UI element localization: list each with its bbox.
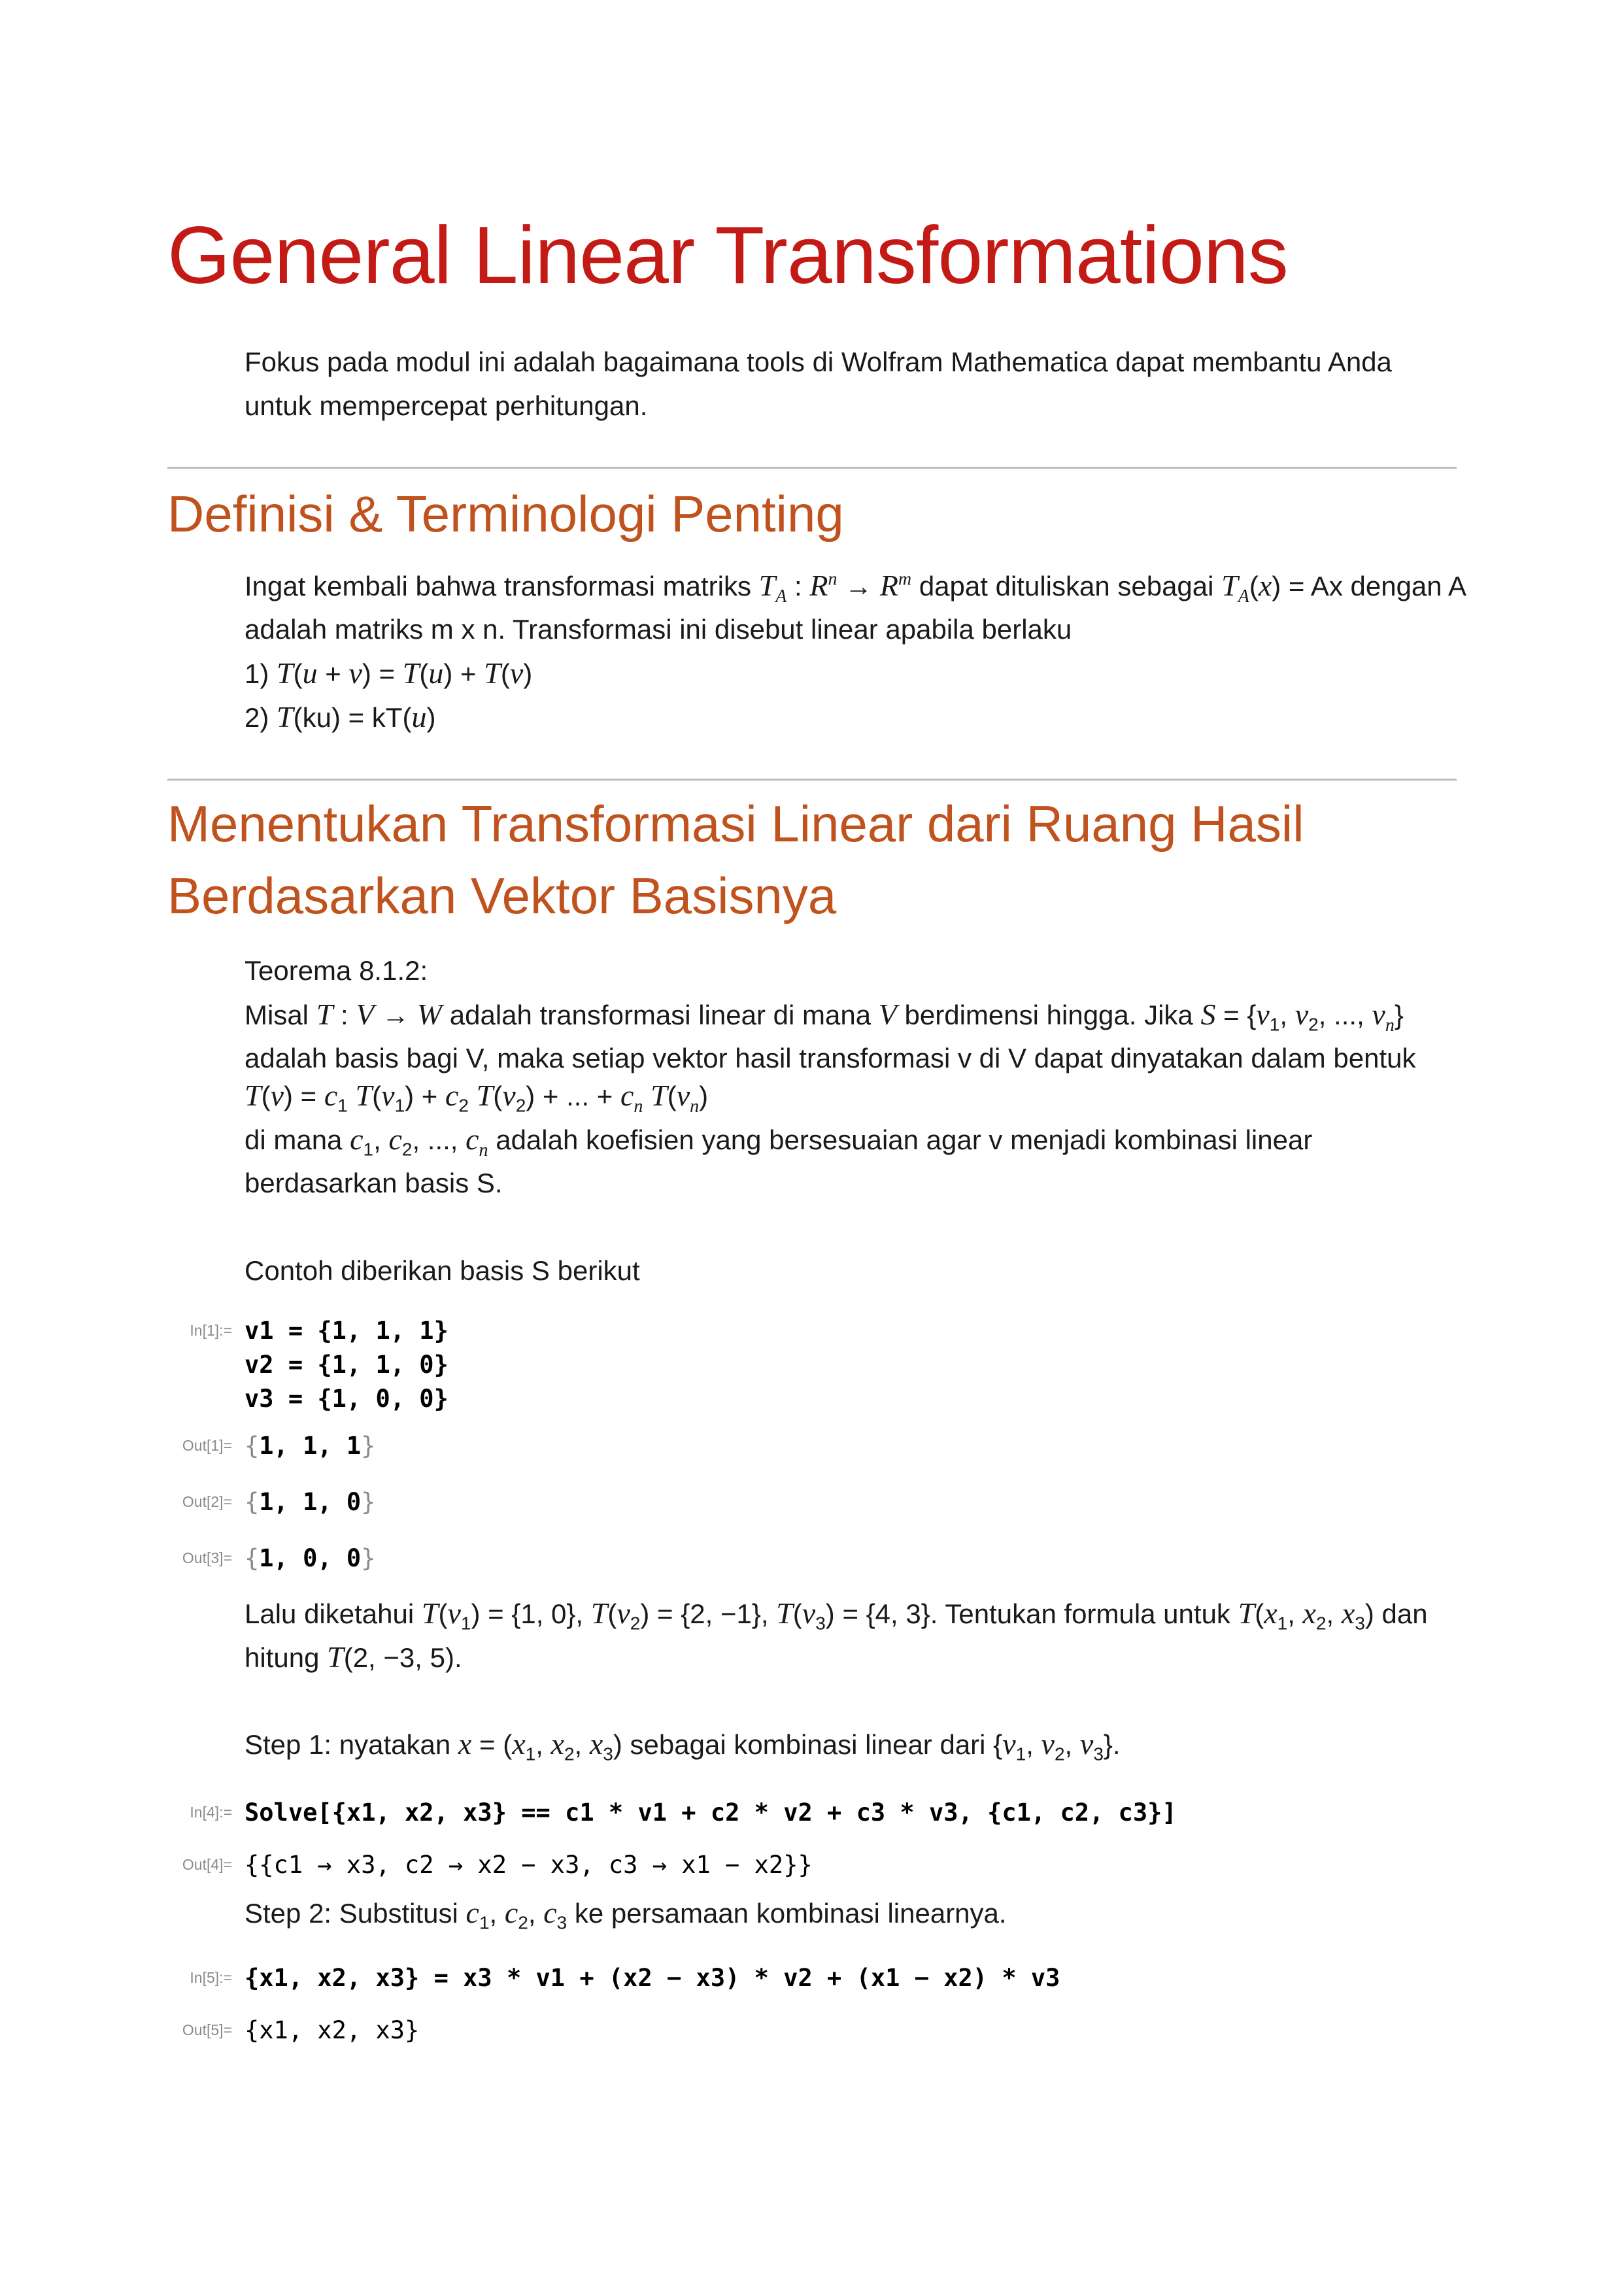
input-cell-line[interactable]: v2 = {1, 1, 0}: [245, 1351, 448, 1379]
intro-line-1: Fokus pada modul ini adalah bagaimana tools di Wolfram Mathematica dapat membantu Anda: [245, 346, 1392, 377]
input-cell-line[interactable]: v1 = {1, 1, 1}: [245, 1317, 448, 1345]
theorem-line-5: berdasarkan basis S.: [245, 1168, 503, 1198]
input-label: In[5]:=: [190, 1969, 232, 1986]
output-cell: {1, 0, 0}: [245, 1544, 376, 1572]
intro-line-2: untuk mempercepat perhitungan.: [245, 390, 648, 421]
section-heading-line-2: Berdasarkan Vektor Basisnya: [167, 867, 837, 924]
output-label: Out[1]=: [182, 1437, 232, 1454]
output-label: Out[3]=: [182, 1549, 232, 1566]
section-divider: [167, 779, 1457, 781]
theorem-label: Teorema 8.1.2:: [245, 955, 428, 986]
rule-homogeneity: 2) T(ku) = kT(u): [245, 700, 436, 734]
output-cell-result: {x1, x2, x3}: [245, 2016, 420, 2044]
section-heading-definisi: Definisi & Terminologi Penting: [167, 485, 844, 543]
section-divider: [167, 467, 1457, 469]
section-heading-line-1: Menentukan Transformasi Linear dari Ruang Hasil: [167, 795, 1304, 852]
theorem-line-4: di mana $c_1$, $c_2$, ..., $c_n$ adalah koefisien yang bersesuaian agar v menjadi kombinasi linear: [245, 1122, 1313, 1161]
output-label: Out[4]=: [182, 1856, 232, 1873]
input-cell-substitution[interactable]: {x1, x2, x3} = x3 * v1 + (x2 − x3) * v2 + (x1 − x2) * v3: [245, 1964, 1060, 1992]
rule-additivity: 1) T(u + v) = T(u) + T(v): [245, 656, 533, 690]
output-cell: {1, 1, 1}: [245, 1432, 376, 1460]
output-cell-solution: {{c1 → x3, c2 → x2 − x3, c3 → x1 − x2}}: [245, 1851, 813, 1879]
theorem-formula: $T(v) = c_1$ $T(v_1) + c_2$ $T(v_2)$ + ... + $c_n$ $T(v_n)$: [245, 1079, 709, 1117]
step-1: Step 1: nyatakan $x = (x_1$, $x_2$, $x_3$) sebagai kombinasi linear dari {$v_1$, $v_2$, $v_3$}.: [245, 1727, 1121, 1764]
output-label: Out[2]=: [182, 1493, 232, 1510]
input-cell-line[interactable]: v3 = {1, 0, 0}: [245, 1385, 448, 1413]
theorem-line-1: Misal T : V → W adalah transformasi linear di mana V berdimensi hingga. Jika $S = \{v_1$, $v_2$, ..., $v_n$}: [245, 998, 1404, 1036]
output-cell: {1, 1, 0}: [245, 1488, 376, 1516]
page-title: General Linear Transformations: [167, 211, 1288, 301]
input-label: In[4]:=: [190, 1804, 232, 1821]
definition-line-2: adalah matriks m x n. Transformasi ini disebut linear apabila berlaku: [245, 614, 1072, 645]
output-label: Out[5]=: [182, 2021, 232, 2038]
definition-line-1: Ingat kembali bahwa transformasi matriks $T_A$ : $R^n \to R^m$ dapat dituliskan sebagai $T_A(x) = Ax$ dengan A: [245, 569, 1467, 607]
step-2: Step 2: Substitusi $c_1$, $c_2$, $c_3$ ke persamaan kombinasi linearnya.: [245, 1896, 1007, 1933]
problem-line-2: hitung T(2, −3, 5).: [245, 1640, 462, 1674]
problem-line-1: Lalu diketahui $T(v_1) = \{1$, 0}, $T(v_2) = \{2$, −1}, $T(v_3) = \{4$, 3}. Tentukan formula untuk $T(x_1$, $x_2$, $x_3$) dan: [245, 1596, 1428, 1634]
input-cell-solve[interactable]: Solve[{x1, x2, x3} == c1 * v1 + c2 * v2 + c3 * v3, {c1, c2, c3}]: [245, 1798, 1177, 1827]
input-label: In[1]:=: [190, 1322, 232, 1339]
example-intro: Contoh diberikan basis S berikut: [245, 1255, 640, 1286]
theorem-line-2: adalah basis bagi V, maka setiap vektor hasil transformasi v di V dapat dinyatakan dalam bentuk: [245, 1043, 1416, 1073]
